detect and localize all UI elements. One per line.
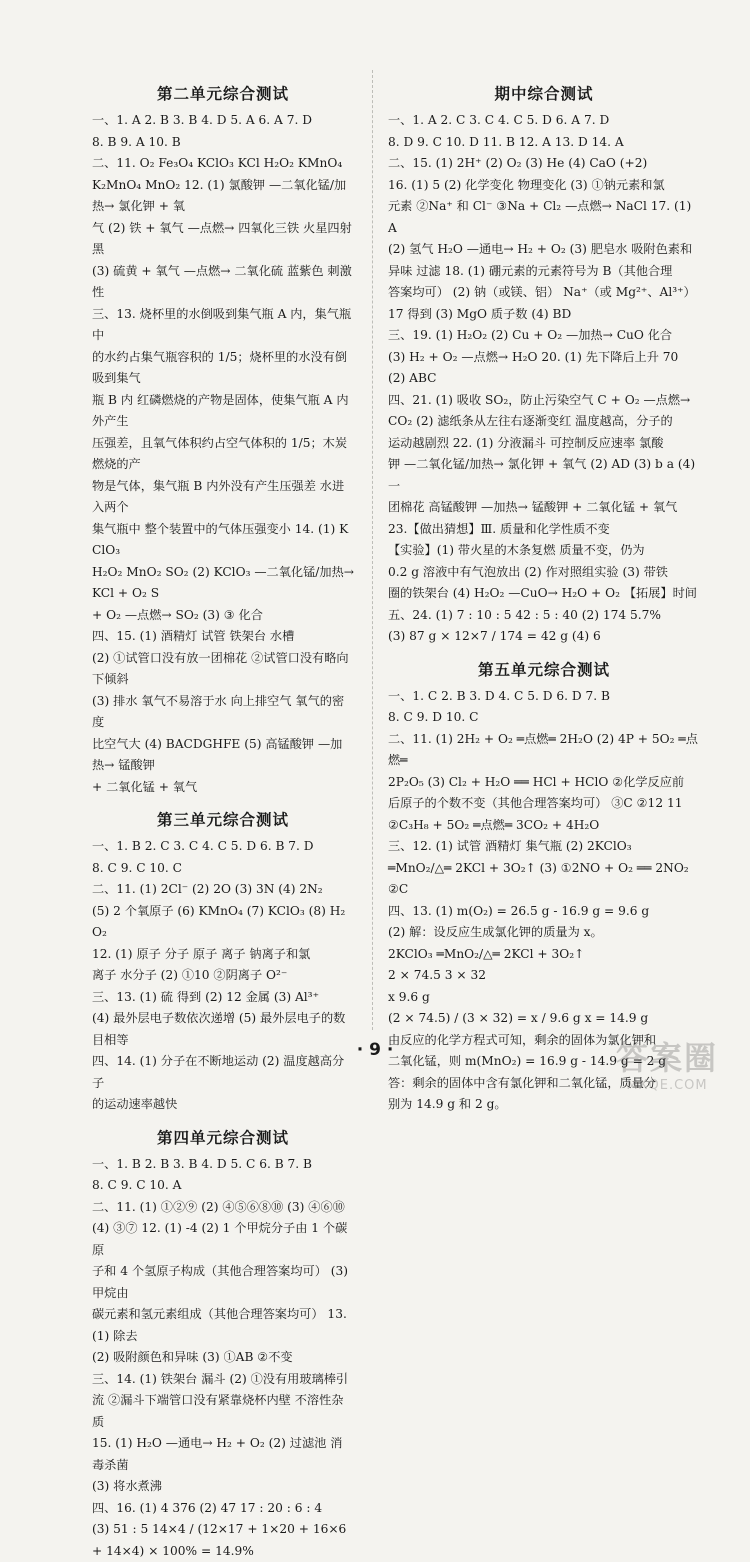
answer-line: 钾 —二氧化锰/加热→ 氯化钾 + 氧气 (2) AD (3) b a (4) 一 <box>388 457 696 493</box>
answer-line: 别为 14.9 g 和 2 g。 <box>388 1097 507 1111</box>
answer-line: 一、1. A 2. C 3. C 4. C 5. D 6. A 7. D <box>388 113 610 127</box>
answer-line: (3) 将水煮沸 <box>92 1479 162 1493</box>
watermark-url: MXQE.COM <box>626 1078 708 1093</box>
answer-line: 8. C 9. D 10. C <box>388 710 479 724</box>
answer-line: (2) 吸附颜色和异味 (3) ①AB ②不变 <box>92 1350 293 1364</box>
answer-line: 答案均可） (2) 钠（或镁、铝） Na⁺（或 Mg²⁺、Al³⁺） <box>388 285 696 299</box>
section-title: 期中综合测试 <box>494 85 594 103</box>
answer-line: 二、11. (1) 2H₂ + O₂ ═点燃═ 2H₂O (2) 4P + 5O₂ ═点燃═ <box>388 731 698 767</box>
answer-line: (3) 硫黄 + 氧气 —点燃→ 二氧化硫 蓝紫色 刺激性 <box>92 263 352 299</box>
answer-line: (3) H₂ + O₂ —点燃→ H₂O 20. (1) 先下降后上升 70 <box>388 349 679 364</box>
answer-line: x 9.6 g <box>388 989 430 1004</box>
section-title: 第二单元综合测试 <box>156 85 289 103</box>
answer-line: (4) ③⑦ 12. (1) -4 (2) 1 个甲烷分子由 1 个碳原 <box>92 1221 348 1257</box>
answer-line: 四、14. (1) 分子在不断地运动 (2) 温度越高分子 <box>92 1054 345 1090</box>
answer-line: (2) ABC <box>388 371 437 385</box>
answer-line: 一、1. B 2. C 3. C 4. C 5. D 6. B 7. D <box>92 839 314 853</box>
answer-line: 2 × 74.5 3 × 32 <box>388 968 486 982</box>
answer-line: 的运动速率越快 <box>92 1097 178 1111</box>
answer-line: 的水约占集气瓶容积的 1/5；烧杯里的水没有倒吸到集气 <box>92 349 348 385</box>
answer-line: 气 (2) 铁 + 氧气 —点燃→ 四氧化三铁 火星四射 黑 <box>92 220 352 256</box>
watermark-logo <box>592 1038 742 1108</box>
answer-line: 四、21. (1) 吸收 SO₂，防止污染空气 C + O₂ —点燃→ <box>388 392 691 407</box>
answer-line: 子和 4 个氢原子构成（其他合理答案均可） (3) 甲烷由 <box>92 1264 349 1300</box>
answer-line: 2KClO₃ ═MnO₂/△═ 2KCl + 3O₂↑ <box>388 946 585 961</box>
answer-line: 8. D 9. C 10. D 11. B 12. A 13. D 14. A <box>388 134 624 149</box>
answer-line: 元素 ②Na⁺ 和 Cl⁻ ③Na + Cl₂ —点燃→ NaCl 17. (1) A <box>388 199 692 235</box>
column-divider <box>372 70 373 1030</box>
answer-line: 二、11. O₂ Fe₃O₄ KClO₃ KCl H₂O₂ KMnO₄ <box>92 156 343 170</box>
answer-line: + 二氧化锰 + 氧气 <box>92 779 198 794</box>
answer-line: 0.2 g 溶液中有气泡放出 (2) 作对照组实验 (3) 带铁 <box>388 564 668 579</box>
answer-line: K₂MnO₄ MnO₂ 12. (1) 氯酸钾 —二氧化锰/加热→ 氯化钾 + 氧 <box>92 177 347 213</box>
answer-line: (3) 排水 氧气不易溶于水 向上排空气 氧气的密度 <box>92 693 345 729</box>
answer-line: 23.【做出猜想】Ⅲ. 质量和化学性质不变 <box>388 521 610 536</box>
answer-line: 二、15. (1) 2H⁺ (2) O₂ (3) He (4) CaO (+2) <box>388 156 648 170</box>
page-number: · 9 · <box>356 1040 394 1060</box>
answer-line: (3) 87 g × 12×7 / 174 = 42 g (4) 6 <box>388 629 601 643</box>
answer-line: 一、1. A 2. B 3. B 4. D 5. A 6. A 7. D <box>92 113 312 127</box>
answer-line: 由反应的化学方程式可知，剩余的固体为氯化钾和 <box>388 1032 657 1047</box>
answer-line: 16. (1) 5 (2) 化学变化 物理变化 (3) ①钠元素和氯 <box>388 177 665 192</box>
answer-line: (2 × 74.5) / (3 × 32) = x / 9.6 g x = 14.9 g <box>388 1011 649 1025</box>
answer-line: 四、15. (1) 酒精灯 试管 铁架台 水槽 <box>92 629 295 643</box>
answer-line: 2P₂O₅ (3) Cl₂ + H₂O ══ HCl + HClO ②化学反应前 <box>388 774 685 789</box>
answer-line: 后原子的个数不变（其他合理答案均可） ③C ②12 11 <box>388 796 683 810</box>
answer-line: 三、13. (1) 硫 得到 (2) 12 金属 (3) Al³⁺ <box>92 989 320 1004</box>
answer-line: 答：剩余的固体中含有氯化钾和二氧化锰，质量分 <box>388 1075 657 1090</box>
answer-line: 离子 水分子 (2) ①10 ②阴离子 O²⁻ <box>92 968 288 982</box>
answer-line: 二、11. (1) ①②⑨ (2) ④⑤⑥⑧⑩ (3) ④⑥⑩ <box>92 1199 345 1214</box>
right-column <box>388 72 700 1116</box>
answer-line: CO₂ (2) 滤纸条从左往右逐渐变红 温度越高，分子的 <box>388 414 673 428</box>
answer-line: 运动越剧烈 22. (1) 分液漏斗 可控制反应速率 氯酸 <box>388 435 664 450</box>
answer-line: 碳元素和氢元素组成（其他合理答案均可） 13. (1) 除去 <box>92 1307 347 1343</box>
section-title: 第三单元综合测试 <box>156 811 289 829</box>
answer-line: 二、11. (1) 2Cl⁻ (2) 2O (3) 3N (4) 2N₂ <box>92 882 323 896</box>
answer-line: 团棉花 高锰酸钾 —加热→ 锰酸钾 + 二氧化锰 + 氧气 <box>388 500 678 514</box>
answer-line: 五、24. (1) 7 : 10 : 5 42 : 5 : 40 (2) 174 5.7% <box>388 607 661 622</box>
answer-line: (2) 解：设反应生成氯化钾的质量为 x。 <box>388 925 603 939</box>
answer-line: ②C₃H₈ + 5O₂ ═点燃═ 3CO₂ + 4H₂O <box>388 817 600 832</box>
answer-line: (3) 51 : 5 14×4 / (12×17 + 1×20 + 16×6 + 14×4) × 100% = 14.9% <box>92 1522 347 1558</box>
answer-line: 12. (1) 原子 分子 原子 离子 钠离子和氯 <box>92 946 311 961</box>
answer-line: (5) 2 个氧原子 (6) KMnO₄ (7) KClO₃ (8) H₂O₂ <box>92 903 346 939</box>
answer-line: 圈的铁架台 (4) H₂O₂ —CuO→ H₂O + O₂ 【拓展】时间 <box>388 586 697 600</box>
answer-line: 8. B 9. A 10. B <box>92 134 181 149</box>
answer-line: + O₂ —点燃→ SO₂ (3) ③ 化合 <box>92 607 263 622</box>
answer-line: (4) 最外层电子数依次递增 (5) 最外层电子的数目相等 <box>92 1011 346 1047</box>
answer-line: 三、12. (1) 试管 酒精灯 集气瓶 (2) 2KClO₃ <box>388 839 632 853</box>
answer-line: 三、14. (1) 铁架台 漏斗 (2) ①没有用玻璃棒引 <box>92 1371 349 1386</box>
answer-line: 瓶 B 内 红磷燃烧的产物是固体，使集气瓶 A 内外产生 <box>92 392 349 428</box>
left-column <box>92 72 354 1562</box>
answer-line: 集气瓶中 整个装置中的气体压强变小 14. (1) KClO₃ <box>92 521 349 557</box>
answer-line: 一、1. B 2. B 3. B 4. D 5. C 6. B 7. B <box>92 1156 313 1171</box>
answer-line: 15. (1) H₂O —通电→ H₂ + O₂ (2) 过滤池 消毒杀菌 <box>92 1436 343 1472</box>
answer-line: 异味 过滤 18. (1) 硼元素的元素符号为 B（其他合理 <box>388 263 673 278</box>
answer-line: 比空气大 (4) BACDGHFE (5) 高锰酸钾 —加热→ 锰酸钾 <box>92 736 343 772</box>
answer-line: (2) 氢气 H₂O —通电→ H₂ + O₂ (3) 肥皂水 吸附色素和 <box>388 242 693 256</box>
answer-line: 三、19. (1) H₂O₂ (2) Cu + O₂ —加热→ CuO 化合 <box>388 328 673 342</box>
answer-line: 8. C 9. C 10. C <box>92 860 182 875</box>
answer-line: 【实验】(1) 带火星的木条复燃 质量不变，仍为 <box>388 543 645 557</box>
answer-line: 二氧化锰，则 m(MnO₂) = 16.9 g - 14.9 g = 2 g <box>388 1054 667 1068</box>
answer-line: (2) ①试管口没有放一团棉花 ②试管口没有略向下倾斜 <box>92 650 349 686</box>
answer-line: H₂O₂ MnO₂ SO₂ (2) KClO₃ —二氧化锰/加热→ KCl + O₂ S <box>92 564 354 600</box>
answer-line: 物是气体，集气瓶 B 内外没有产生压强差 水进入两个 <box>92 478 345 514</box>
answer-line: ═MnO₂/△═ 2KCl + 3O₂↑ (3) ①2NO + O₂ ══ 2NO₂ ②C <box>388 860 689 896</box>
answer-line: 流 ②漏斗下端管口没有紧靠烧杯内壁 不溶性杂质 <box>92 1393 344 1429</box>
answer-line: 压强差，且氧气体积约占空气体积的 1/5；木炭燃烧的产 <box>92 435 348 471</box>
watermark-text: 答案圈 <box>615 1039 718 1077</box>
answer-line: 8. C 9. C 10. A <box>92 1178 182 1192</box>
answer-line: 三、13. 烧杯里的水倒吸到集气瓶 A 内，集气瓶中 <box>92 306 352 342</box>
answer-line: 17 得到 (3) MgO 质子数 (4) BD <box>388 306 572 321</box>
answer-line: 四、16. (1) 4 376 (2) 47 17 : 20 : 6 : 4 <box>92 1500 323 1515</box>
section-title: 第四单元综合测试 <box>156 1128 289 1147</box>
answer-line: 四、13. (1) m(O₂) = 26.5 g - 16.9 g = 9.6 g <box>388 903 650 918</box>
section-title: 第五单元综合测试 <box>477 660 610 679</box>
answer-line: 一、1. C 2. B 3. D 4. C 5. D 6. D 7. B <box>388 688 611 703</box>
